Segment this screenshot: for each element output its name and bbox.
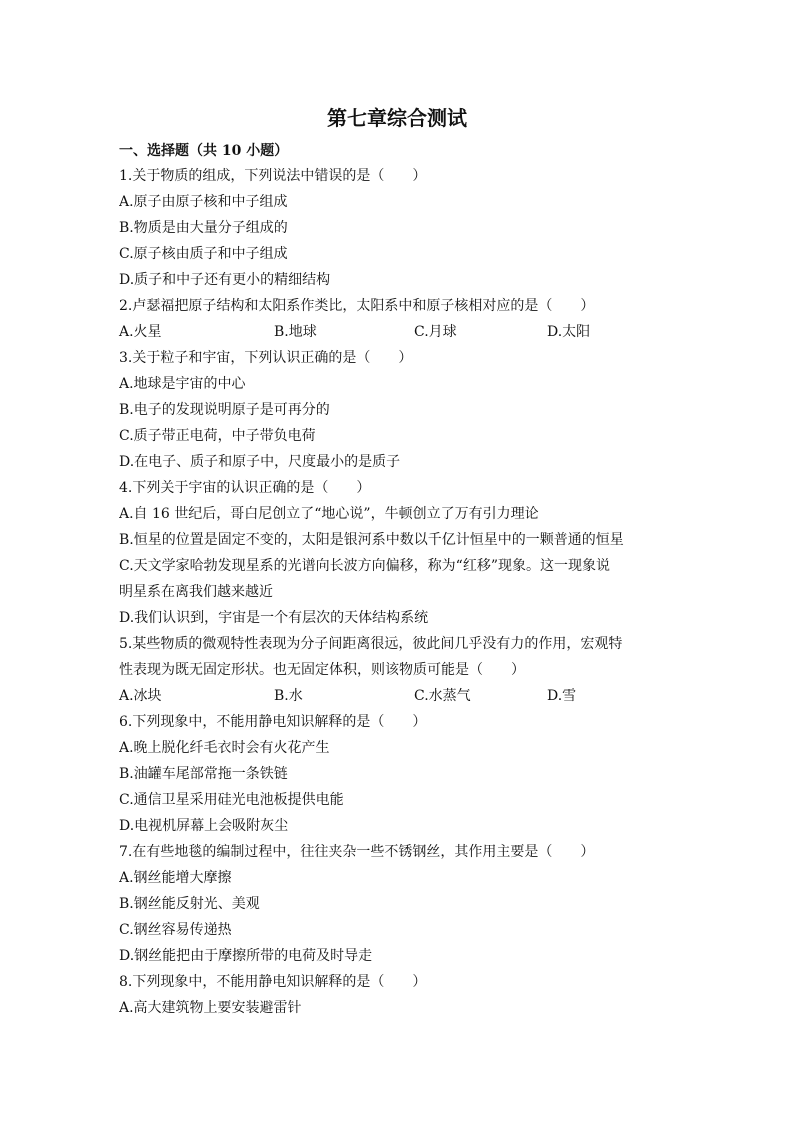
question-4-option-b: B.恒星的位置是固定不变的，太阳是银河系中数以千亿计恒星中的一颗普通的恒星 — [119, 532, 624, 548]
question-7-option-a: A.钢丝能增大摩擦 — [119, 870, 232, 886]
question-5-options — [119, 683, 675, 709]
question-6-stem: 6.下列现象中，不能用静电知识解释的是（ ） — [119, 714, 427, 730]
question-7-option-b: B.钢丝能反射光、美观 — [119, 896, 260, 912]
question-6-option-c: C.通信卫星采用硅光电池板提供电能 — [119, 792, 344, 808]
question-2-options — [119, 319, 675, 345]
question-3-option-b: B.电子的发现说明原子是可再分的 — [119, 402, 330, 418]
question-5-stem-continued: 性表现为既无固定形状。也无固定体积，则该物质可能是（ ） — [119, 662, 525, 678]
question-2-stem: 2.卢瑟福把原子结构和太阳系作类比，太阳系中和原子核相对应的是（ ） — [119, 298, 595, 314]
question-4-option-d: D.我们认识到，宇宙是一个有层次的天体结构系统 — [119, 610, 429, 626]
question-6-option-a: A.晚上脱化纤毛衣时会有火花产生 — [119, 740, 330, 756]
page-title: 第七章综合测试 — [327, 106, 467, 130]
question-1-option-c: C.原子核由质子和中子组成 — [119, 246, 288, 262]
question-3-stem: 3.关于粒子和宇宙，下列认识正确的是（ ） — [119, 350, 413, 366]
question-3-option-d: D.在电子、质子和原子中，尺度最小的是质子 — [119, 454, 401, 470]
question-4-stem: 4.下列关于宇宙的认识正确的是（ ） — [119, 480, 371, 496]
section-heading: 一、选择题（共 10 小题） — [119, 143, 289, 159]
question-4-option-a: A.自 16 世纪后，哥白尼创立了“地心说”，牛顿创立了万有引力理论 — [119, 506, 539, 522]
question-5-option-a: A.冰块 — [119, 688, 162, 704]
question-5-option-b: B.水 — [274, 688, 303, 704]
question-4-option-c-continued: 明星系在离我们越来越近 — [119, 584, 273, 600]
question-2-option-d: D.太阳 — [547, 324, 591, 340]
question-8-stem: 8.下列现象中，不能用静电知识解释的是（ ） — [119, 974, 427, 990]
question-8-option-a: A.高大建筑物上要安装避雷针 — [119, 1000, 302, 1016]
question-5-stem: 5.某些物质的微观特性表现为分子间距离很远，彼此间几乎没有力的作用，宏观特 — [119, 636, 623, 652]
question-2-option-b: B.地球 — [274, 324, 317, 340]
question-7-option-c: C.钢丝容易传递热 — [119, 922, 232, 938]
question-7-option-d: D.钢丝能把由于摩擦所带的电荷及时导走 — [119, 948, 373, 964]
question-1-option-a: A.原子由原子核和中子组成 — [119, 194, 288, 210]
question-list — [119, 163, 675, 1021]
question-3-option-c: C.质子带正电荷，中子带负电荷 — [119, 428, 316, 444]
question-1-stem: 1.关于物质的组成，下列说法中错误的是（ ） — [119, 168, 427, 184]
question-4-option-c: C.天文学家哈勃发现星系的光谱向长波方向偏移，称为“红移”现象。这一现象说 — [119, 558, 610, 574]
question-3-option-a: A.地球是宇宙的中心 — [119, 376, 246, 392]
question-2-option-c: C.月球 — [414, 324, 457, 340]
question-1-option-d: D.质子和中子还有更小的精细结构 — [119, 272, 331, 288]
question-5-option-d: D.雪 — [547, 688, 577, 704]
question-7-stem: 7.在有些地毯的编制过程中，往往夹杂一些不锈钢丝，其作用主要是（ ） — [119, 844, 595, 860]
question-1-option-b: B.物质是由大量分子组成的 — [119, 220, 288, 236]
question-5-option-c: C.水蒸气 — [414, 688, 471, 704]
question-6-option-b: B.油罐车尾部常拖一条铁链 — [119, 766, 288, 782]
question-2-option-a: A.火星 — [119, 324, 162, 340]
question-6-option-d: D.电视机屏幕上会吸附灰尘 — [119, 818, 289, 834]
